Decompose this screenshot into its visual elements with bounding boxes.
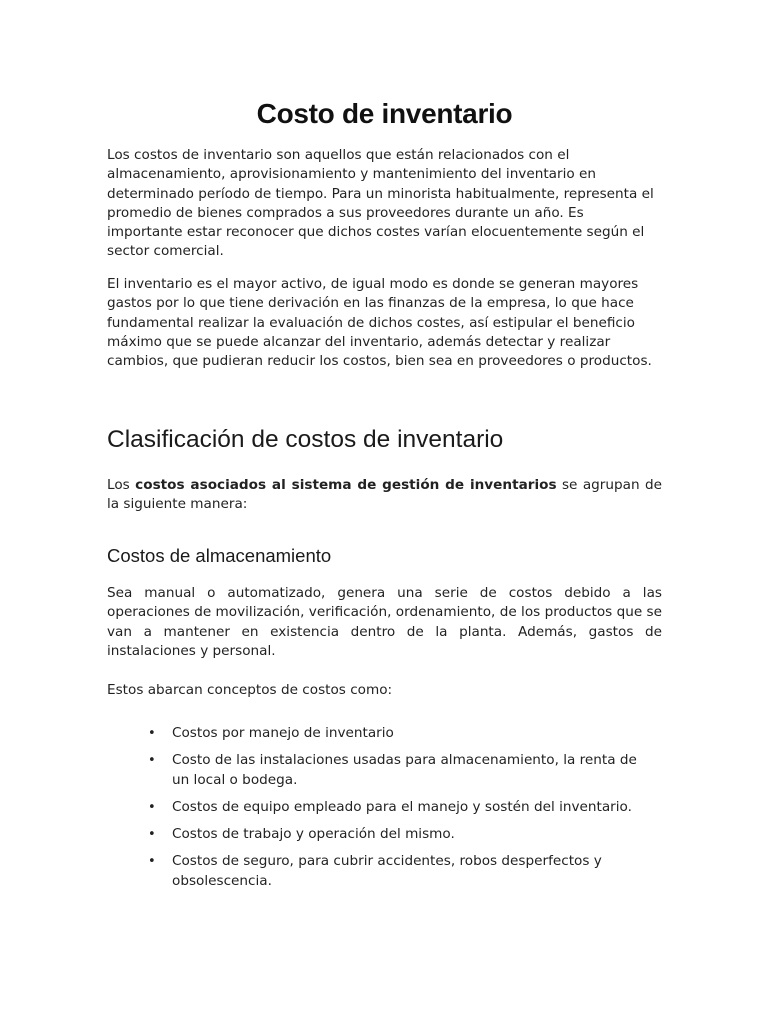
storage-costs-heading: Costos de almacenamiento	[107, 545, 332, 566]
bullet-icon: •	[148, 753, 156, 769]
cost-concepts-list	[107, 724, 662, 899]
list-item-text: Costos de seguro, para cubrir accidentes, robos desperfectos y obsolescencia.	[172, 853, 602, 889]
list-item	[107, 852, 652, 891]
bullet-icon: •	[148, 799, 156, 815]
classification-intro-paragraph	[107, 476, 662, 515]
classification-intro-bold: costos asociados al sistema de gestión de inventarios	[135, 477, 557, 493]
list-item	[107, 825, 652, 844]
list-item	[107, 724, 652, 743]
list-item	[107, 798, 652, 817]
list-item-text: Costos de equipo empleado para el manejo y sostén del inventario.	[172, 798, 632, 815]
bullet-icon: •	[148, 827, 156, 843]
bullet-icon: •	[148, 726, 156, 741]
concepts-intro-paragraph: Estos abarcan conceptos de costos como:	[107, 682, 393, 698]
classification-intro-suffix: se agrupan de la siguiente manera:	[107, 477, 663, 513]
intro-paragraph: Los costos de inventario son aquellos que están relacionados con el almacenamiento, aprovisionamiento y mantenimiento del inventario en determinado período de tiempo. Para un minorista habitualmente, representa el promedio de bienes comprados a sus proveedores durante un año. Es importante estar reconocer que dichos costes varían elocuentemente según el sector comercial.	[107, 147, 654, 260]
list-item	[107, 751, 652, 790]
list-item-text: Costos de trabajo y operación del mismo.	[172, 826, 455, 843]
list-item-text: Costos por manejo de inventario	[172, 725, 394, 741]
list-item-text: Costo de las instalaciones usadas para almacenamiento, la renta de un local o bodega.	[172, 752, 637, 788]
classification-intro-prefix: Los	[107, 477, 136, 493]
inventory-asset-paragraph: El inventario es el mayor activo, de igual modo es donde se generan mayores gastos por lo que tiene derivación en las finanzas de la empresa, lo que hace fundamental realizar la evaluación de dichos costes, así estipular el beneficio máximo que se puede alcanzar del inventario, además detectar y realizar cambios, que pudieran reducir los costos, bien sea en proveedores o productos.	[107, 276, 652, 370]
classification-heading: Clasificación de costos de inventario	[107, 426, 504, 453]
storage-costs-paragraph: Sea manual o automatizado, genera una serie de costos debido a las operaciones de movilización, verificación, ordenamiento, de los productos que se van a mantener en existencia dentro de la planta. Además, gastos de instalaciones y personal.	[107, 585, 662, 659]
document-title: Costo de inventario	[256, 98, 513, 129]
bullet-icon: •	[148, 854, 156, 870]
